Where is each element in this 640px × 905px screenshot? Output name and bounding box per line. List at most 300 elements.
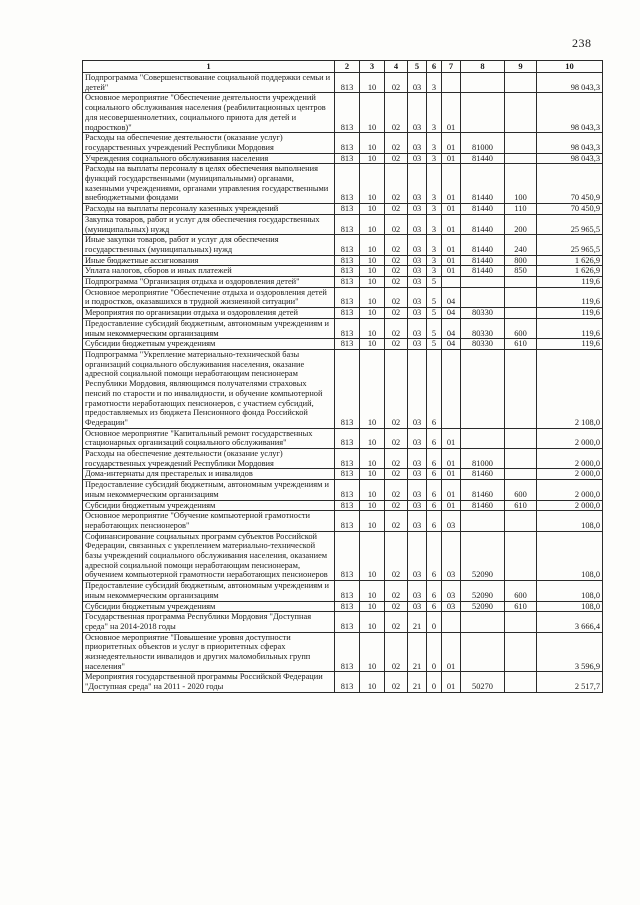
row-code-cell: 02 xyxy=(385,164,408,204)
row-amount-cell: 108,0 xyxy=(537,531,603,581)
row-code-cell: 610 xyxy=(505,500,537,511)
row-code-cell: 10 xyxy=(360,133,385,153)
row-code-cell: 10 xyxy=(360,93,385,133)
table-row xyxy=(83,428,603,448)
row-code-cell: 10 xyxy=(360,531,385,581)
row-code-cell: 10 xyxy=(360,164,385,204)
row-code-cell: 02 xyxy=(385,480,408,500)
col-header: 3 xyxy=(360,61,385,73)
row-code-cell: 03 xyxy=(408,93,427,133)
row-name-cell: Субсидии бюджетным учреждениям xyxy=(83,601,335,612)
row-code-cell: 5 xyxy=(427,287,442,307)
row-amount-cell: 70 450,9 xyxy=(537,164,603,204)
row-code-cell: 813 xyxy=(335,601,360,612)
row-code-cell: 03 xyxy=(408,153,427,164)
table-row xyxy=(83,480,603,500)
row-code-cell: 03 xyxy=(408,266,427,277)
row-amount-cell: 119,6 xyxy=(537,308,603,319)
row-name-cell: Дома-интернаты для престарелых и инвалидов xyxy=(83,469,335,480)
row-name-cell: Основное мероприятие "Повышение уровня доступности приоритетных объектов и услуг в приоритетных сферах жизнедеятельности инвалидов и других маломобильных групп населения" xyxy=(83,632,335,672)
row-code-cell: 03 xyxy=(408,500,427,511)
table-row xyxy=(83,235,603,255)
row-code-cell: 6 xyxy=(427,428,442,448)
row-code-cell: 6 xyxy=(427,449,442,469)
row-amount-cell: 3 596,9 xyxy=(537,632,603,672)
row-code-cell: 52090 xyxy=(461,581,505,601)
row-code-cell: 02 xyxy=(385,449,408,469)
row-code-cell: 0 xyxy=(427,612,442,632)
row-code-cell: 813 xyxy=(335,511,360,531)
row-code-cell xyxy=(505,672,537,692)
row-code-cell: 10 xyxy=(360,73,385,93)
row-code-cell: 21 xyxy=(408,612,427,632)
row-code-cell: 600 xyxy=(505,581,537,601)
row-code-cell xyxy=(461,511,505,531)
row-code-cell xyxy=(505,531,537,581)
row-code-cell: 3 xyxy=(427,153,442,164)
row-name-cell: Субсидии бюджетным учреждениям xyxy=(83,500,335,511)
row-code-cell: 03 xyxy=(408,287,427,307)
row-code-cell: 813 xyxy=(335,277,360,288)
row-name-cell: Государственная программа Республики Мордовия "Доступная среда" на 2014-2018 годы xyxy=(83,612,335,632)
row-amount-cell: 2 517,7 xyxy=(537,672,603,692)
row-amount-cell: 2 000,0 xyxy=(537,469,603,480)
table-row xyxy=(83,287,603,307)
row-code-cell: 0 xyxy=(427,672,442,692)
row-code-cell: 10 xyxy=(360,277,385,288)
row-name-cell: Основное мероприятие "Обеспечение отдыха и оздоровления детей и подростков, оказавшихся в трудной жизненной ситуации" xyxy=(83,287,335,307)
row-code-cell: 10 xyxy=(360,500,385,511)
col-header: 8 xyxy=(461,61,505,73)
row-code-cell: 52090 xyxy=(461,601,505,612)
row-code-cell: 813 xyxy=(335,531,360,581)
row-code-cell xyxy=(505,632,537,672)
row-name-cell: Иные бюджетные ассигнования xyxy=(83,255,335,266)
row-amount-cell: 70 450,9 xyxy=(537,204,603,215)
row-code-cell xyxy=(505,153,537,164)
row-code-cell: 813 xyxy=(335,428,360,448)
row-code-cell xyxy=(505,93,537,133)
row-code-cell: 03 xyxy=(408,581,427,601)
row-code-cell: 5 xyxy=(427,277,442,288)
row-name-cell: Основное мероприятие "Обучение компьютерной грамотности неработающих пенсионеров" xyxy=(83,511,335,531)
table-row xyxy=(83,277,603,288)
row-code-cell: 813 xyxy=(335,349,360,428)
row-code-cell xyxy=(461,93,505,133)
row-amount-cell: 108,0 xyxy=(537,581,603,601)
row-code-cell: 610 xyxy=(505,601,537,612)
row-code-cell: 6 xyxy=(427,500,442,511)
col-header: 10 xyxy=(537,61,603,73)
row-code-cell: 813 xyxy=(335,235,360,255)
row-code-cell: 02 xyxy=(385,266,408,277)
row-code-cell: 01 xyxy=(442,672,461,692)
row-code-cell: 03 xyxy=(408,235,427,255)
row-code-cell: 100 xyxy=(505,164,537,204)
row-code-cell: 03 xyxy=(408,308,427,319)
row-name-cell: Подпрограмма "Укрепление материально-технической базы организаций социального обслуживания населения, оказание адресной социальной помощи неработающим пенсионерам Республики Мордовия, являющимся получателями страховых пенсий по старости и по инвалидности, и обучение компьютерной грамотности неработающих пенсионеров, с участием субсидий, предоставляемых из бюджета Пенсионного фонда Российской Федерации" xyxy=(83,349,335,428)
row-amount-cell: 108,0 xyxy=(537,601,603,612)
row-code-cell: 03 xyxy=(442,531,461,581)
row-name-cell: Закупка товаров, работ и услуг для обеспечения государственных (муниципальных) нужд xyxy=(83,214,335,234)
row-code-cell: 04 xyxy=(442,287,461,307)
row-code-cell: 03 xyxy=(408,214,427,234)
table-row xyxy=(83,214,603,234)
row-code-cell xyxy=(505,73,537,93)
row-code-cell: 81460 xyxy=(461,500,505,511)
row-code-cell: 3 xyxy=(427,266,442,277)
table-row xyxy=(83,255,603,266)
row-name-cell: Субсидии бюджетным учреждениям xyxy=(83,339,335,350)
row-code-cell: 813 xyxy=(335,480,360,500)
row-code-cell: 03 xyxy=(408,204,427,215)
row-code-cell: 600 xyxy=(505,318,537,338)
row-code-cell: 01 xyxy=(442,204,461,215)
col-header: 6 xyxy=(427,61,442,73)
col-header: 5 xyxy=(408,61,427,73)
row-code-cell: 813 xyxy=(335,287,360,307)
row-name-cell: Основное мероприятие "Капитальный ремонт государственных стационарных организаций социального обслуживания" xyxy=(83,428,335,448)
row-code-cell: 0 xyxy=(427,632,442,672)
row-code-cell: 6 xyxy=(427,531,442,581)
row-code-cell: 81000 xyxy=(461,133,505,153)
row-name-cell: Подпрограмма "Совершенствование социальной поддержки семьи и детей" xyxy=(83,73,335,93)
row-code-cell: 01 xyxy=(442,449,461,469)
row-code-cell: 02 xyxy=(385,318,408,338)
table-row xyxy=(83,266,603,277)
row-code-cell: 10 xyxy=(360,349,385,428)
row-code-cell: 02 xyxy=(385,581,408,601)
row-name-cell: Предоставление субсидий бюджетным, автономным учреждениям и иным некоммерческим организациям xyxy=(83,480,335,500)
row-code-cell: 02 xyxy=(385,428,408,448)
row-code-cell: 3 xyxy=(427,214,442,234)
row-code-cell xyxy=(505,449,537,469)
row-code-cell: 01 xyxy=(442,480,461,500)
row-amount-cell: 98 043,3 xyxy=(537,93,603,133)
row-code-cell: 50270 xyxy=(461,672,505,692)
row-amount-cell: 1 626,9 xyxy=(537,255,603,266)
row-code-cell: 10 xyxy=(360,153,385,164)
row-code-cell xyxy=(505,287,537,307)
row-code-cell: 813 xyxy=(335,469,360,480)
row-code-cell: 01 xyxy=(442,214,461,234)
row-code-cell: 10 xyxy=(360,287,385,307)
row-code-cell: 02 xyxy=(385,308,408,319)
row-code-cell: 3 xyxy=(427,164,442,204)
row-code-cell: 03 xyxy=(408,601,427,612)
row-code-cell: 10 xyxy=(360,204,385,215)
row-code-cell: 6 xyxy=(427,601,442,612)
row-code-cell: 02 xyxy=(385,277,408,288)
row-code-cell: 81460 xyxy=(461,469,505,480)
row-code-cell: 04 xyxy=(442,318,461,338)
row-name-cell: Мероприятия государственной программы Российской Федерации "Доступная среда" на 2011 - 2020 годы xyxy=(83,672,335,692)
row-code-cell xyxy=(461,349,505,428)
row-code-cell: 01 xyxy=(442,93,461,133)
row-code-cell: 03 xyxy=(408,511,427,531)
row-code-cell: 03 xyxy=(442,511,461,531)
row-code-cell: 02 xyxy=(385,73,408,93)
row-amount-cell: 2 000,0 xyxy=(537,449,603,469)
table-row xyxy=(83,73,603,93)
row-code-cell: 80330 xyxy=(461,308,505,319)
row-code-cell: 04 xyxy=(442,308,461,319)
row-code-cell: 3 xyxy=(427,255,442,266)
table-row xyxy=(83,164,603,204)
row-code-cell xyxy=(505,308,537,319)
row-code-cell: 10 xyxy=(360,511,385,531)
table-row xyxy=(83,349,603,428)
row-code-cell: 200 xyxy=(505,214,537,234)
row-code-cell: 03 xyxy=(408,255,427,266)
row-code-cell: 813 xyxy=(335,133,360,153)
row-code-cell: 10 xyxy=(360,469,385,480)
row-amount-cell: 108,0 xyxy=(537,511,603,531)
row-code-cell: 813 xyxy=(335,93,360,133)
col-header: 7 xyxy=(442,61,461,73)
row-code-cell: 813 xyxy=(335,153,360,164)
row-code-cell: 02 xyxy=(385,339,408,350)
row-code-cell: 81440 xyxy=(461,204,505,215)
table-row xyxy=(83,308,603,319)
row-code-cell: 10 xyxy=(360,266,385,277)
row-amount-cell: 1 626,9 xyxy=(537,266,603,277)
row-code-cell: 813 xyxy=(335,672,360,692)
row-code-cell: 02 xyxy=(385,153,408,164)
row-code-cell xyxy=(505,511,537,531)
row-code-cell: 10 xyxy=(360,612,385,632)
row-amount-cell: 2 000,0 xyxy=(537,428,603,448)
row-code-cell: 01 xyxy=(442,133,461,153)
row-code-cell: 813 xyxy=(335,339,360,350)
row-code-cell xyxy=(461,287,505,307)
row-code-cell: 813 xyxy=(335,500,360,511)
row-code-cell: 10 xyxy=(360,632,385,672)
table-row xyxy=(83,469,603,480)
row-code-cell: 3 xyxy=(427,235,442,255)
row-code-cell: 3 xyxy=(427,93,442,133)
row-code-cell: 3 xyxy=(427,133,442,153)
row-code-cell: 03 xyxy=(442,601,461,612)
row-code-cell xyxy=(461,73,505,93)
row-name-cell: Софинансирование социальных программ субъектов Российской Федерации, связанных с укреплением материально-технической базы учреждений социального обслуживания населения, оказанием адресной социальной помощи неработающим пенсионерам, обучением компьютерной грамотности неработающих пенсионеров xyxy=(83,531,335,581)
table-row xyxy=(83,601,603,612)
row-code-cell: 813 xyxy=(335,308,360,319)
row-code-cell: 813 xyxy=(335,632,360,672)
row-code-cell: 813 xyxy=(335,164,360,204)
row-amount-cell: 3 666,4 xyxy=(537,612,603,632)
row-code-cell: 03 xyxy=(408,531,427,581)
row-amount-cell: 98 043,3 xyxy=(537,73,603,93)
row-amount-cell: 2 000,0 xyxy=(537,500,603,511)
row-code-cell xyxy=(505,428,537,448)
table-row xyxy=(83,153,603,164)
row-amount-cell: 119,6 xyxy=(537,287,603,307)
row-code-cell: 10 xyxy=(360,449,385,469)
row-code-cell: 10 xyxy=(360,581,385,601)
table-row xyxy=(83,500,603,511)
row-name-cell: Расходы на выплаты персоналу казенных учреждений xyxy=(83,204,335,215)
row-code-cell: 03 xyxy=(408,449,427,469)
row-code-cell: 21 xyxy=(408,632,427,672)
row-code-cell: 813 xyxy=(335,612,360,632)
row-code-cell: 02 xyxy=(385,255,408,266)
row-code-cell: 03 xyxy=(408,164,427,204)
row-name-cell: Иные закупки товаров, работ и услуг для обеспечения государственных (муниципальных) нужд xyxy=(83,235,335,255)
table-row xyxy=(83,612,603,632)
row-code-cell: 80330 xyxy=(461,339,505,350)
row-code-cell: 03 xyxy=(408,480,427,500)
row-code-cell: 6 xyxy=(427,480,442,500)
row-code-cell: 04 xyxy=(442,339,461,350)
row-code-cell: 01 xyxy=(442,164,461,204)
row-code-cell: 81440 xyxy=(461,153,505,164)
row-amount-cell: 98 043,3 xyxy=(537,133,603,153)
table-row xyxy=(83,449,603,469)
table-row xyxy=(83,531,603,581)
row-amount-cell: 119,6 xyxy=(537,318,603,338)
row-code-cell: 02 xyxy=(385,672,408,692)
row-code-cell: 81440 xyxy=(461,266,505,277)
row-name-cell: Расходы на обеспечение деятельности (оказание услуг) государственных учреждений Республики Мордовия xyxy=(83,133,335,153)
row-code-cell: 5 xyxy=(427,339,442,350)
table-row xyxy=(83,632,603,672)
row-code-cell: 03 xyxy=(408,349,427,428)
row-amount-cell: 2 000,0 xyxy=(537,480,603,500)
row-amount-cell: 119,6 xyxy=(537,339,603,350)
row-code-cell: 6 xyxy=(427,469,442,480)
table-row xyxy=(83,672,603,692)
row-name-cell: Основное мероприятие "Обеспечение деятельности учреждений социального обслуживания населения (реабилитационных центров для несовершеннолетних, социального приюта для детей и подростков)" xyxy=(83,93,335,133)
table-row xyxy=(83,581,603,601)
row-name-cell: Уплата налогов, сборов и иных платежей xyxy=(83,266,335,277)
row-code-cell: 81440 xyxy=(461,255,505,266)
row-code-cell: 02 xyxy=(385,469,408,480)
row-name-cell: Расходы на выплаты персоналу в целях обеспечения выполнения функций государственными (муниципальными) органами, казенными учреждениями, органами управления государственными внебюджетными фондами xyxy=(83,164,335,204)
row-code-cell: 02 xyxy=(385,500,408,511)
row-code-cell xyxy=(442,612,461,632)
row-code-cell: 03 xyxy=(408,73,427,93)
row-code-cell: 10 xyxy=(360,235,385,255)
row-code-cell: 01 xyxy=(442,500,461,511)
row-code-cell: 03 xyxy=(408,339,427,350)
row-code-cell: 03 xyxy=(408,428,427,448)
row-code-cell xyxy=(442,277,461,288)
table-row xyxy=(83,93,603,133)
row-code-cell: 81440 xyxy=(461,235,505,255)
row-code-cell: 10 xyxy=(360,601,385,612)
row-code-cell: 3 xyxy=(427,73,442,93)
table-row xyxy=(83,339,603,350)
row-code-cell: 01 xyxy=(442,153,461,164)
row-name-cell: Предоставление субсидий бюджетным, автономным учреждениям и иным некоммерческим организациям xyxy=(83,581,335,601)
row-code-cell: 01 xyxy=(442,632,461,672)
col-header: 4 xyxy=(385,61,408,73)
row-code-cell: 10 xyxy=(360,318,385,338)
row-code-cell: 6 xyxy=(427,581,442,601)
table-row xyxy=(83,204,603,215)
row-code-cell xyxy=(505,277,537,288)
row-name-cell: Учреждения социального обслуживания населения xyxy=(83,153,335,164)
row-code-cell: 813 xyxy=(335,266,360,277)
row-code-cell: 02 xyxy=(385,235,408,255)
row-code-cell: 01 xyxy=(442,469,461,480)
row-code-cell: 240 xyxy=(505,235,537,255)
row-code-cell: 610 xyxy=(505,339,537,350)
row-amount-cell: 98 043,3 xyxy=(537,153,603,164)
row-code-cell: 02 xyxy=(385,204,408,215)
table-row xyxy=(83,511,603,531)
row-code-cell xyxy=(461,612,505,632)
row-code-cell xyxy=(505,349,537,428)
row-code-cell: 813 xyxy=(335,255,360,266)
row-code-cell xyxy=(461,277,505,288)
row-amount-cell: 25 965,5 xyxy=(537,214,603,234)
row-code-cell: 03 xyxy=(442,581,461,601)
row-code-cell: 02 xyxy=(385,349,408,428)
row-code-cell: 10 xyxy=(360,214,385,234)
page-number: 238 xyxy=(572,36,592,50)
row-name-cell: Подпрограмма "Организация отдыха и оздоровления детей" xyxy=(83,277,335,288)
row-code-cell: 01 xyxy=(442,266,461,277)
row-code-cell xyxy=(461,428,505,448)
col-header: 2 xyxy=(335,61,360,73)
row-code-cell: 02 xyxy=(385,214,408,234)
row-code-cell: 800 xyxy=(505,255,537,266)
row-code-cell: 02 xyxy=(385,93,408,133)
col-header: 9 xyxy=(505,61,537,73)
row-code-cell: 02 xyxy=(385,632,408,672)
row-code-cell: 3 xyxy=(427,204,442,215)
row-code-cell: 813 xyxy=(335,204,360,215)
row-code-cell: 10 xyxy=(360,672,385,692)
row-code-cell: 02 xyxy=(385,133,408,153)
row-code-cell: 6 xyxy=(427,349,442,428)
row-code-cell: 03 xyxy=(408,469,427,480)
row-code-cell: 52090 xyxy=(461,531,505,581)
row-code-cell: 21 xyxy=(408,672,427,692)
row-code-cell: 01 xyxy=(442,428,461,448)
row-code-cell: 02 xyxy=(385,601,408,612)
table-row xyxy=(83,133,603,153)
row-amount-cell: 2 108,0 xyxy=(537,349,603,428)
row-code-cell: 03 xyxy=(408,133,427,153)
row-amount-cell: 25 965,5 xyxy=(537,235,603,255)
row-code-cell: 10 xyxy=(360,428,385,448)
row-code-cell: 10 xyxy=(360,339,385,350)
budget-table xyxy=(82,60,603,693)
table-row xyxy=(83,318,603,338)
row-code-cell: 81440 xyxy=(461,214,505,234)
row-code-cell: 600 xyxy=(505,480,537,500)
row-name-cell: Предоставление субсидий бюджетным, автономным учреждениям и иным некоммерческим организациям xyxy=(83,318,335,338)
row-code-cell: 10 xyxy=(360,480,385,500)
row-code-cell: 813 xyxy=(335,449,360,469)
row-code-cell: 81000 xyxy=(461,449,505,469)
row-code-cell: 03 xyxy=(408,277,427,288)
row-code-cell: 80330 xyxy=(461,318,505,338)
row-code-cell: 6 xyxy=(427,511,442,531)
row-code-cell: 02 xyxy=(385,531,408,581)
row-code-cell xyxy=(505,133,537,153)
row-code-cell: 02 xyxy=(385,511,408,531)
row-name-cell: Мероприятия по организации отдыха и оздоровления детей xyxy=(83,308,335,319)
row-code-cell: 81440 xyxy=(461,164,505,204)
row-name-cell: Расходы на обеспечение деятельности (оказание услуг) государственных учреждений Республики Мордовия xyxy=(83,449,335,469)
row-code-cell: 813 xyxy=(335,318,360,338)
row-code-cell: 813 xyxy=(335,214,360,234)
row-code-cell: 813 xyxy=(335,581,360,601)
